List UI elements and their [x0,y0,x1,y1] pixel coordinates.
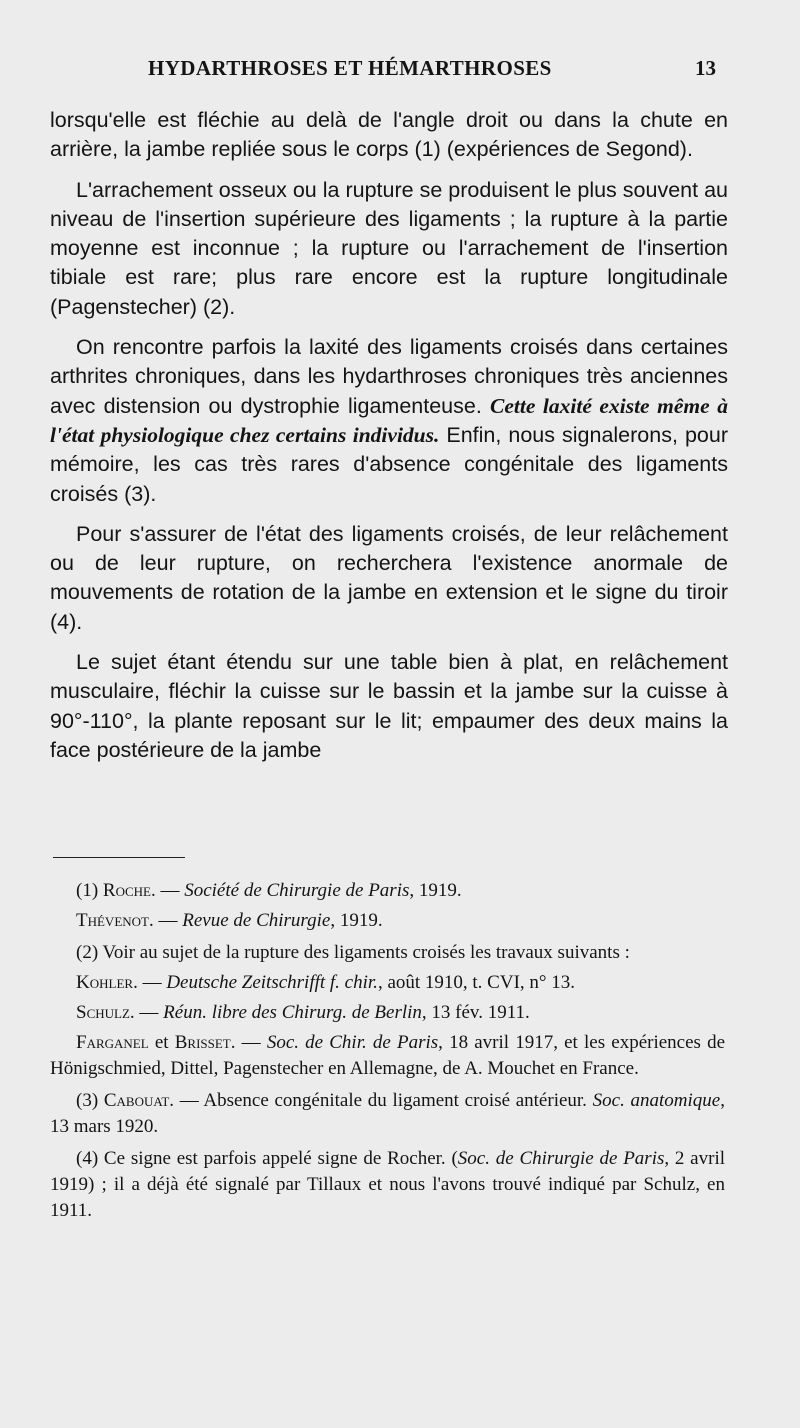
footnote-author: Farganel [76,1032,149,1053]
footnotes [50,878,725,1230]
paragraph-laxite [50,333,728,509]
footnote-sep: . — [148,910,183,931]
footnote-title: Revue de Chirurgie [182,910,331,931]
paragraph-examen: Pour s'assurer de l'état des ligaments croisés, de leur relâchement ou de leur rupture, on recherchera l'existence anormale de mouvements de rotation de la jambe en extension et le signe du tiroir (4). [50,521,728,634]
paragraph-arrachement: L'arrachement osseux ou la rupture se produisent le plus souvent au niveau de l'insertion supérieure des ligaments ; la rupture à la partie moyenne est inconnue ; la rupture ou l'arrachement de l'insertion tibiale est rare; plus rare encore est la rupture longitudinale (Pagenstecher) (2). [50,177,728,319]
footnote-conjunction: et [148,1032,175,1053]
footnote-author: Kohler [76,972,134,993]
footnote-sep: . — [230,1032,267,1053]
footnote-rest: , 1919. [409,880,462,901]
footnote-rest: , 18 avril 1917, et les expériences de Hönigschmied, Dittel, Pagenstecher en Allemagne, de A. Mouchet en France. [50,1032,726,1079]
paragraph-technique: Le sujet étant étendu sur une table bien à plat, en relâchement musculaire, fléchir la cuisse sur le bassin et la jambe sur la cuisse à 90°-110°, la plante reposant sur le lit; empaumer des deux mains la face postérieure de la jambe [50,650,728,762]
paragraph-laxite-lead: On rencontre parfois la laxité des ligaments croisés dans certaines arthrites chroniques, dans les hydarthroses chroniques très anciennes avec distension ou dystrophie ligamenteuse. [50,335,728,418]
footnote-4 [50,1146,725,1224]
footnote-sep: . — [133,972,167,993]
page-number: 13 [695,56,716,80]
paragraph-laxite-italic: Cette laxité existe même à l'état physiologique chez certains individus. [50,393,728,447]
running-title: HYDARTHROSES ET HÉMARTHROSES [148,56,552,80]
footnote-sep: . — [129,1002,164,1023]
footnote-title: Société de Chirurgie de Paris [184,880,410,901]
footnote-text: (4) Ce signe est parfois appelé signe de Rocher. ( [76,1148,458,1169]
footnote-title: Réun. libre des Chirurg. de Berlin [163,1002,422,1023]
footnote-rest: , 1919. [330,910,383,931]
footnote-rest: , août 1910, t. CVI, n° 13. [377,972,575,993]
footnote-author: Cabouat [103,1090,170,1111]
footnote-title: Deutsche Zeitschrifft f. chir. [166,972,378,993]
footnote-sep: . — [150,880,185,901]
footnote-rest: , 13 mars 1920. [50,1090,725,1137]
footnote-2-kohler [50,970,725,996]
paragraph-continuation: lorsqu'elle est fléchie au delà de l'angle droit ou dans la chute en arrière, la jambe repliée sous le corps (1) (expériences de Segond). [50,108,728,162]
footnote-author: Schulz [76,1002,130,1023]
page-header [50,56,716,86]
footnote-1-thevenot [50,908,725,934]
footnote-author: Brisset [174,1032,231,1053]
footnote-title: Soc. de Chir. de Paris [266,1032,439,1053]
footnote-2-schulz [50,1000,725,1026]
footnote-number: (3) [76,1090,104,1111]
footnote-1-roche [50,878,725,904]
footnote-3 [50,1088,725,1140]
paragraph-laxite-tail: Enfin, nous signalerons, pour mémoire, les cas très rares d'absence congénitale des ligaments croisés (3). [50,422,728,506]
footnote-text: . — Absence congénitale du ligament croisé antérieur. [169,1090,593,1111]
footnote-author: Thévenot [76,910,149,931]
footnote-number: (1) [76,880,103,901]
main-text [50,106,728,776]
footnote-2: (2) Voir au sujet de la rupture des ligaments croisés les travaux suivants : [76,942,630,963]
footnote-rest: , 2 avril 1919) ; il a déjà été signalé par Tillaux et nous l'avons trouvé indiqué par Schulz, en 1911. [50,1148,726,1221]
footnote-author: Roche [102,880,151,901]
footnote-rest: , 13 fév. 1911. [421,1002,530,1023]
footnote-title: Soc. de Chirurgie de Paris [457,1148,665,1169]
footnote-separator [53,857,185,858]
footnote-title: Soc. anatomique [592,1090,721,1111]
footnote-2-farganel [50,1030,725,1082]
